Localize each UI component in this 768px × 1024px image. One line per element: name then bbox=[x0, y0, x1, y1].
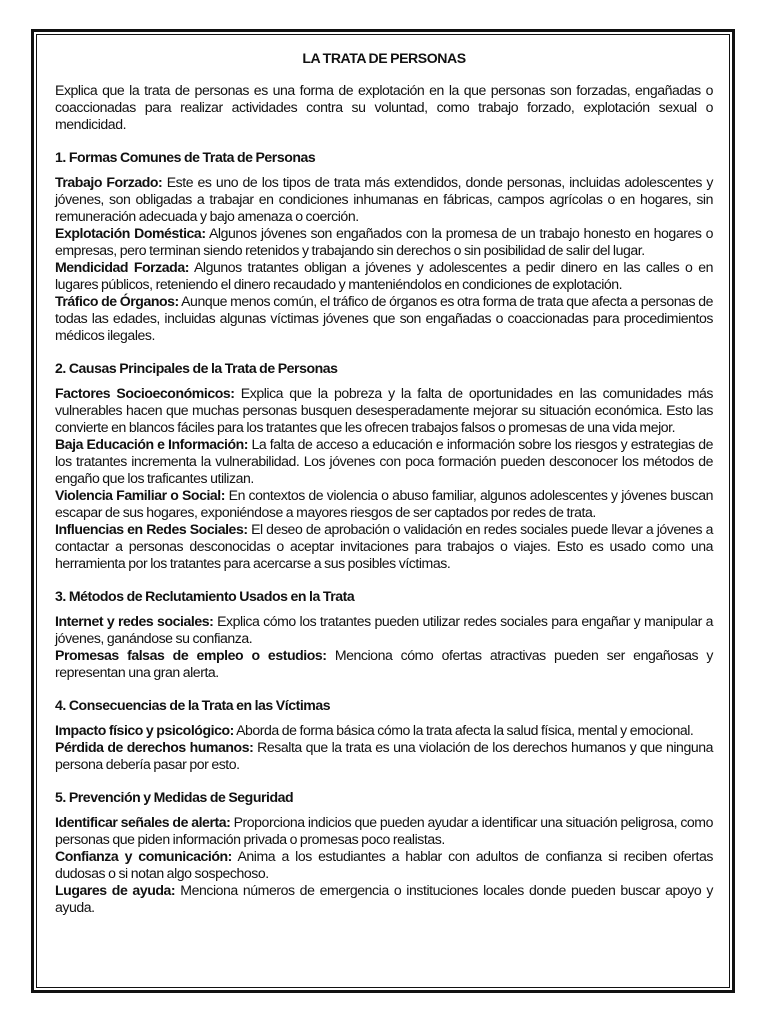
list-item bbox=[55, 613, 713, 647]
item-term: Identificar señales de alerta: bbox=[55, 814, 231, 830]
item-term: Trabajo Forzado: bbox=[55, 174, 163, 190]
item-text: En contextos de violencia o abuso familiar, algunos adolescentes y jóvenes buscan escapar de sus hogares, exponiéndose a mayores riesgos de ser captados por redes de trata. bbox=[55, 487, 713, 520]
section-consecuencias bbox=[55, 697, 713, 773]
section-heading: 5. Prevención y Medidas de Seguridad bbox=[55, 789, 294, 805]
list-item bbox=[55, 882, 713, 916]
item-text: Explica que la pobreza y la falta de oportunidades en las comunidades más vulnerables hacen que muchas personas busquen desesperadamente mejorar su situación económica. Esto las convierte en blancos fáciles para los tratantes que les ofrecen trabajos falsos o promesas de una vida mejor. bbox=[55, 385, 713, 435]
list-item bbox=[55, 739, 713, 773]
item-text: Aborda de forma básica cómo la trata afecta la salud física, mental y emocional. bbox=[233, 722, 694, 738]
list-item bbox=[55, 722, 713, 739]
list-item bbox=[55, 174, 713, 225]
item-text: Anima a los estudiantes a hablar con adultos de confianza si reciben ofertas dudosas o si notan algo sospechoso. bbox=[55, 848, 713, 881]
item-text: Explica cómo los tratantes pueden utilizar redes sociales para engañar y manipular a jóvenes, ganándose su confianza. bbox=[55, 613, 713, 646]
section-causas bbox=[55, 360, 713, 572]
item-term: Mendicidad Forzada: bbox=[55, 259, 189, 275]
section-formas bbox=[55, 149, 713, 344]
document-title: LA TRATA DE PERSONAS bbox=[302, 50, 466, 66]
list-item bbox=[55, 225, 713, 259]
section-heading: 1. Formas Comunes de Trata de Personas bbox=[55, 149, 316, 165]
intro-paragraph: Explica que la trata de personas es una forma de explotación en la que personas son forzadas, engañadas o coaccionadas para realizar actividades contra su voluntad, como trabajo forzado, explotación sexual o mendicidad. bbox=[55, 82, 713, 132]
item-term: Explotación Doméstica: bbox=[55, 225, 206, 241]
item-text: Este es uno de los tipos de trata más extendidos, donde personas, incluidas adolescentes y jóvenes, son obligadas a trabajar en condiciones inhumanas en fábricas, campos agrícolas o en hogares, sin remuneración adecuada y bajo amenaza o coerción. bbox=[55, 174, 714, 224]
list-item bbox=[55, 385, 713, 436]
list-item bbox=[55, 259, 713, 293]
section-heading: 4. Consecuencias de la Trata en las Víctimas bbox=[55, 697, 331, 713]
list-item bbox=[55, 814, 713, 848]
item-term: Factores Socioeconómicos: bbox=[55, 385, 235, 401]
item-text: Menciona cómo ofertas atractivas pueden ser engañosas y representan una gran alerta. bbox=[55, 647, 713, 680]
list-item bbox=[55, 293, 713, 344]
document-body bbox=[55, 50, 713, 916]
item-term: Baja Educación e Información: bbox=[55, 436, 248, 452]
list-item bbox=[55, 647, 713, 681]
item-term: Promesas falsas de empleo o estudios: bbox=[55, 647, 327, 663]
section-heading: 2. Causas Principales de la Trata de Personas bbox=[55, 360, 338, 376]
item-text: Resalta que la trata es una violación de los derechos humanos y que ninguna persona debería pasar por esto. bbox=[55, 739, 713, 772]
section-prevencion bbox=[55, 789, 713, 916]
item-text: La falta de acceso a educación e información sobre los riesgos y estrategias de los tratantes incrementa la vulnerabilidad. Los jóvenes con poca formación pueden desconocer los métodos de engaño que los traficantes utilizan. bbox=[55, 436, 713, 486]
section-metodos bbox=[55, 588, 713, 681]
item-term: Influencias en Redes Sociales: bbox=[55, 521, 248, 537]
item-text: El deseo de aprobación o validación en redes sociales puede llevar a jóvenes a contactar a personas desconocidas o aceptar invitaciones para trabajos o viajes. Esto es usado como una herramienta por los tratantes para acercarse a sus posibles víctimas. bbox=[55, 521, 713, 571]
list-item bbox=[55, 436, 713, 487]
item-text: Algunos tratantes obligan a jóvenes y adolescentes a pedir dinero en las calles o en lugares públicos, reteniendo el dinero recaudado y manteniéndolos en condiciones de explotación. bbox=[55, 259, 713, 292]
item-term: Tráfico de Órganos: bbox=[55, 293, 179, 309]
item-text: Aunque menos común, el tráfico de órganos es otra forma de trata que afecta a personas de todas las edades, incluidas algunas víctimas jóvenes que son engañadas o coaccionadas para procedimientos médicos ilegales. bbox=[55, 293, 713, 343]
item-term: Violencia Familiar o Social: bbox=[55, 487, 226, 503]
list-item bbox=[55, 848, 713, 882]
item-term: Internet y redes sociales: bbox=[55, 613, 214, 629]
item-term: Impacto físico y psicológico: bbox=[55, 722, 234, 738]
item-text: Menciona números de emergencia o instituciones locales donde pueden buscar apoyo y ayuda. bbox=[55, 882, 713, 915]
item-term: Pérdida de derechos humanos: bbox=[55, 739, 254, 755]
item-term: Confianza y comunicación: bbox=[55, 848, 232, 864]
item-term: Lugares de ayuda: bbox=[55, 882, 176, 898]
list-item bbox=[55, 487, 713, 521]
list-item bbox=[55, 521, 713, 572]
item-text: Algunos jóvenes son engañados con la promesa de un trabajo honesto en hogares o empresas, pero terminan siendo retenidos y trabajando sin derechos o sin posibilidad de salir del lugar. bbox=[55, 225, 713, 258]
section-heading: 3. Métodos de Reclutamiento Usados en la Trata bbox=[55, 588, 355, 604]
item-text: Proporciona indicios que pueden ayudar a identificar una situación peligrosa, como personas que piden información privada o promesas poco realistas. bbox=[55, 814, 713, 847]
